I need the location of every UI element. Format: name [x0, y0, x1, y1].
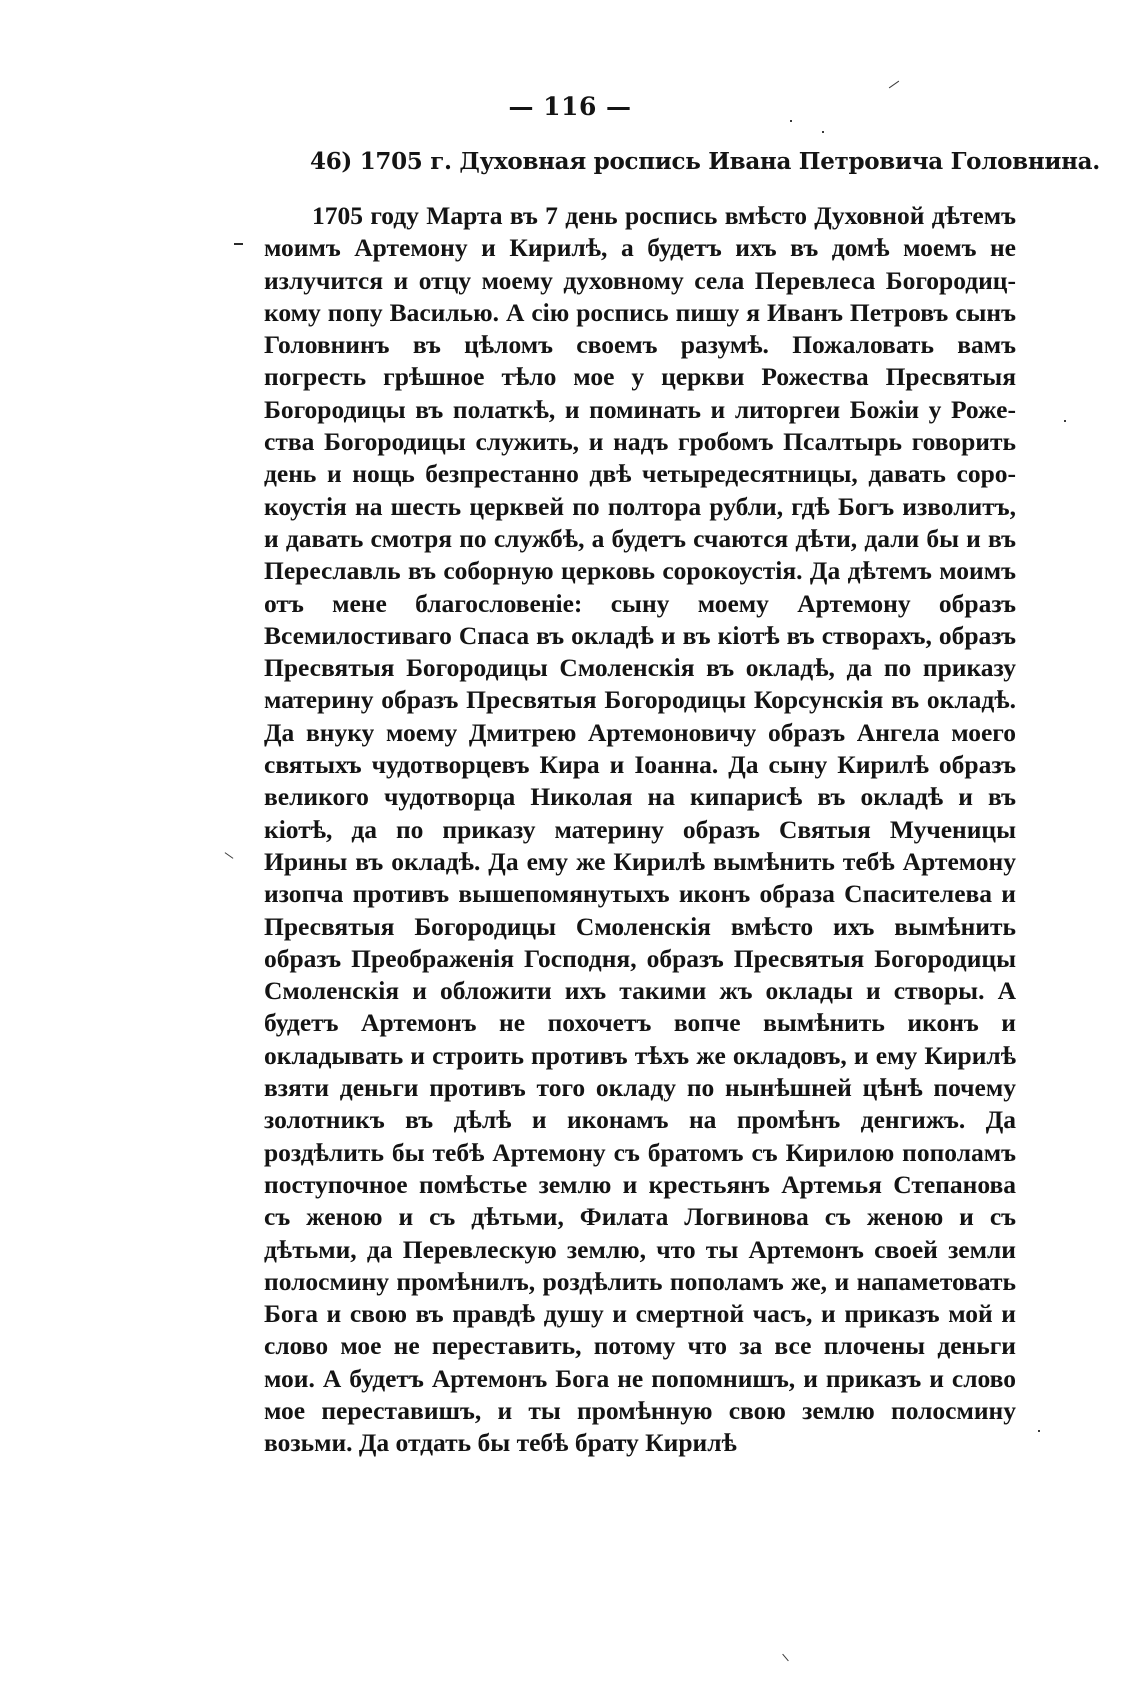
scan-speck: [1064, 420, 1066, 422]
scan-speck: [782, 1654, 789, 1662]
page-number: — 116 —: [508, 92, 632, 121]
body-paragraph: 1705 году Марта въ 7 день роспись вмѣсто Духовной дѣтемъ моимъ Артемону и Кирилѣ, а будетъ ихъ въ домѣ моемъ не излучится и отцу моему духовному села Перевлеса Богородицкому попу Василью. А сію роспись пишу я Иванъ Петровъ сынъ Головнинъ въ цѣломъ своемъ разумѣ. Пожаловать вамъ погресть грѣшное тѣло мое у церкви Рожества Пресвятыя Богородицы въ полаткѣ, и поминать и литоргеи Божіи у Рожества Богородицы служить, и надъ гробомъ Псалтырь говорить день и нощь безпрестанно двѣ четыредесятницы, давать сорокоустія на шесть церквей по полтора рубли, гдѣ Богъ изволитъ, и давать смотря по службѣ, а будетъ счаются дѣти, дали бы и въ Переславль въ соборную церковь сорокоустія. Да дѣтемъ моимъ отъ мене благословеніе: сыну моему Артемону образъ Всемилостиваго Спаса въ окладѣ и въ кіотѣ въ створахъ, образъ Пресвятыя Богородицы Смоленскія въ окладѣ, да по приказу материну образъ Пресвятыя Богородицы Корсунскія въ окладѣ. Да внуку моему Дмитрею Артемоновичу образъ Ангела моего святыхъ чудотворцевъ Кира и Іоанна. Да сыну Кирилѣ образъ великого чудотворца Николая на кипарисѣ въ окладѣ и въ кіотѣ, да по приказу материну образъ Святыя Мученицы Ирины въ окладѣ. Да ему же Кирилѣ вымѣнить тебѣ Артемону изопча противъ вышепомянутыхъ иконъ образа Спасителева и Пресвятыя Богородицы Смоленскія вмѣсто ихъ вымѣнить образъ Преображенія Господня, образъ Пресвятыя Богородицы Смоленскія и обложити ихъ такими жъ оклады и створы. А будетъ Артемонъ не похочетъ вопче вымѣнить иконъ и окладывать и строить противъ тѣхъ же окладовъ, и ему Кирилѣ взяти деньги противъ того окладу по нынѣшней цѣнѣ почему золотникъ въ дѣлѣ и иконамъ на промѣнъ денгижъ. Да роздѣлить бы тебѣ Артемону съ братомъ съ Кирилою пополамъ поступочное помѣстье землю и крестьянъ Артемья Степанова съ женою и съ дѣтьми, Филата Логвинова съ женою и съ дѣтьми, да Перевлескую землю, что ты Артемонъ своей земли полосмину промѣнилъ, роздѣлить пополамъ же, и напаметовать Бога и свою въ правдѣ душу и смертной часъ, и приказъ мой и слово мое не переставить, потому что за все плочены деньги мои. А будетъ Артемонъ Бога не попомнишъ, и приказъ и слово мое переставишъ, и ты промѣнную свою землю полосмину возьми. Да отдать бы тебѣ брату Кирилѣ: [264, 201, 1016, 1458]
scan-speck: [822, 131, 824, 133]
margin-mark: [234, 243, 243, 245]
document-heading: 46) 1705 г. Духовная роспись Ивана Петровича Головнина.: [310, 148, 1100, 175]
scan-speck: [1038, 1430, 1040, 1432]
scan-speck: [889, 81, 899, 89]
scan-speck: [790, 120, 792, 122]
scan-speck: [225, 852, 234, 859]
